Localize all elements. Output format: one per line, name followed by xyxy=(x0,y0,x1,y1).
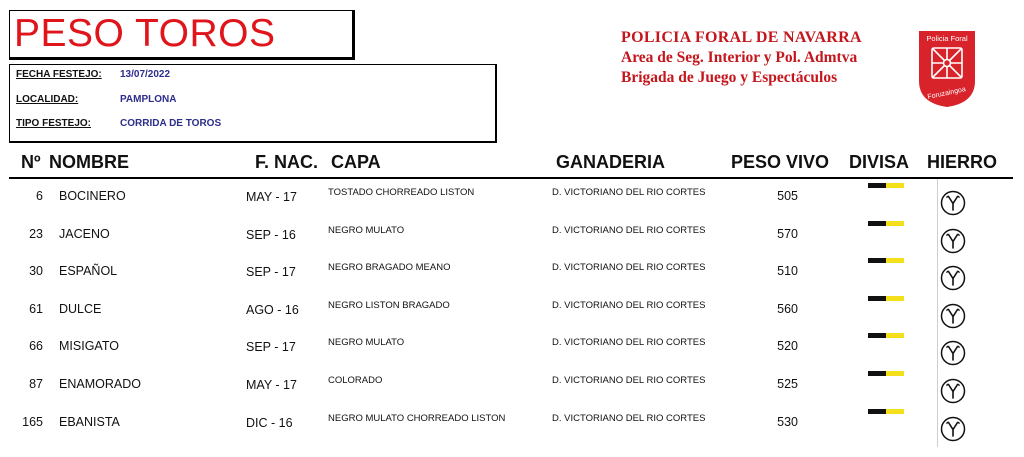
row-fnac: SEP - 17 xyxy=(246,265,296,280)
row-nombre: EBANISTA xyxy=(59,414,120,429)
header-hierro: HIERRO xyxy=(927,152,998,172)
row-capa: NEGRO MULATO CHORREADO LISTON xyxy=(328,412,506,424)
row-ganaderia: D. VICTORIANO DEL RIO CORTES xyxy=(552,375,706,386)
circled-y-brand-icon xyxy=(940,265,966,291)
row-num: 87 xyxy=(29,377,43,391)
row-nombre: DULCE xyxy=(59,301,102,316)
org-line-1: POLICIA FORAL DE NAVARRA xyxy=(621,29,862,46)
row-capa: TOSTADO CHORREADO LISTON xyxy=(328,187,475,198)
header-divider xyxy=(9,177,1013,179)
logo-bottom-text: Foruzaingoa xyxy=(926,86,967,102)
row-ganaderia: D. VICTORIANO DEL RIO CORTES xyxy=(552,224,706,236)
row-ganaderia: D. VICTORIANO DEL RIO CORTES xyxy=(552,337,706,349)
divisa-ribbon xyxy=(868,371,904,376)
navarra-chains-emblem-icon xyxy=(932,48,962,78)
divisa-ribbon xyxy=(868,333,904,338)
row-ganaderia: D. VICTORIANO DEL RIO CORTES xyxy=(552,262,706,274)
logo-top-text: Policia Foral xyxy=(926,34,968,43)
row-fnac: SEP - 16 xyxy=(246,227,296,242)
row-num: 23 xyxy=(29,226,43,241)
tipo-value: CORRIDA DE TOROS xyxy=(120,118,222,129)
row-nombre: JACENO xyxy=(59,226,110,241)
row-peso: 505 xyxy=(777,189,798,203)
row-peso: 530 xyxy=(777,414,798,429)
header-nombre: NOMBRE xyxy=(49,152,129,172)
circled-y-brand-icon xyxy=(940,340,966,366)
localidad-value: PAMPLONA xyxy=(120,94,177,105)
fecha-label: FECHA FESTEJO: xyxy=(16,69,102,80)
row-num: 165 xyxy=(22,414,43,429)
org-line-2: Area de Seg. Interior y Pol. Admtva xyxy=(621,49,858,66)
header-ganaderia: GANADERIA xyxy=(556,152,666,172)
hierro-column-divider xyxy=(937,179,938,447)
row-ganaderia: D. VICTORIANO DEL RIO CORTES xyxy=(552,412,706,424)
header-capa: CAPA xyxy=(331,152,381,172)
org-line-3: Brigada de Juego y Espectáculos xyxy=(621,69,838,86)
row-capa: NEGRO LISTON BRAGADO xyxy=(328,299,450,311)
circled-y-brand-icon xyxy=(940,190,966,216)
row-num: 6 xyxy=(36,189,43,203)
divisa-ribbon xyxy=(868,409,904,414)
divisa-ribbon xyxy=(868,258,904,263)
row-ganaderia: D. VICTORIANO DEL RIO CORTES xyxy=(552,299,706,311)
row-fnac: AGO - 16 xyxy=(246,302,299,317)
row-nombre: ESPAÑOL xyxy=(59,264,118,279)
row-peso: 560 xyxy=(777,301,798,316)
header-fnac: F. NAC. xyxy=(255,152,318,172)
row-peso: 570 xyxy=(777,226,798,241)
fecha-value: 13/07/2022 xyxy=(120,69,171,80)
row-ganaderia: D. VICTORIANO DEL RIO CORTES xyxy=(552,187,706,198)
row-nombre: BOCINERO xyxy=(59,189,126,203)
row-nombre: ENAMORADO xyxy=(59,377,141,391)
event-info-box xyxy=(9,64,497,143)
circled-y-brand-icon xyxy=(940,228,966,254)
title-box xyxy=(9,10,355,60)
circled-y-brand-icon xyxy=(940,303,966,329)
fecha-row xyxy=(16,69,170,80)
row-fnac: SEP - 17 xyxy=(246,340,296,355)
row-peso: 525 xyxy=(777,377,798,391)
tipo-label: TIPO FESTEJO: xyxy=(16,118,92,129)
policia-foral-logo xyxy=(917,29,977,109)
row-fnac: MAY - 17 xyxy=(246,190,297,204)
row-capa: NEGRO MULATO xyxy=(328,224,405,236)
localidad-row xyxy=(16,94,176,105)
row-num: 61 xyxy=(29,301,43,316)
header-peso: PESO VIVO xyxy=(731,152,830,172)
header-num: Nº xyxy=(21,152,41,172)
row-fnac: DIC - 16 xyxy=(246,415,293,430)
divisa-ribbon xyxy=(868,221,904,226)
circled-y-brand-icon xyxy=(940,378,966,404)
circled-y-brand-icon xyxy=(940,416,966,442)
header-divisa: DIVISA xyxy=(849,152,910,172)
row-capa: COLORADO xyxy=(328,375,383,386)
divisa-ribbon xyxy=(868,296,904,301)
row-nombre: MISIGATO xyxy=(59,339,119,354)
page-title: PESO TOROS xyxy=(14,12,276,55)
row-peso: 510 xyxy=(777,264,798,279)
row-capa: NEGRO BRAGADO MEANO xyxy=(328,262,451,274)
row-fnac: MAY - 17 xyxy=(246,378,297,392)
localidad-label: LOCALIDAD: xyxy=(16,94,79,105)
organization-header xyxy=(621,28,862,88)
row-num: 30 xyxy=(29,264,43,279)
row-num: 66 xyxy=(29,339,43,354)
row-capa: NEGRO MULATO xyxy=(328,337,405,349)
tipo-row xyxy=(16,118,221,129)
row-peso: 520 xyxy=(777,339,798,354)
divisa-ribbon xyxy=(868,183,904,188)
